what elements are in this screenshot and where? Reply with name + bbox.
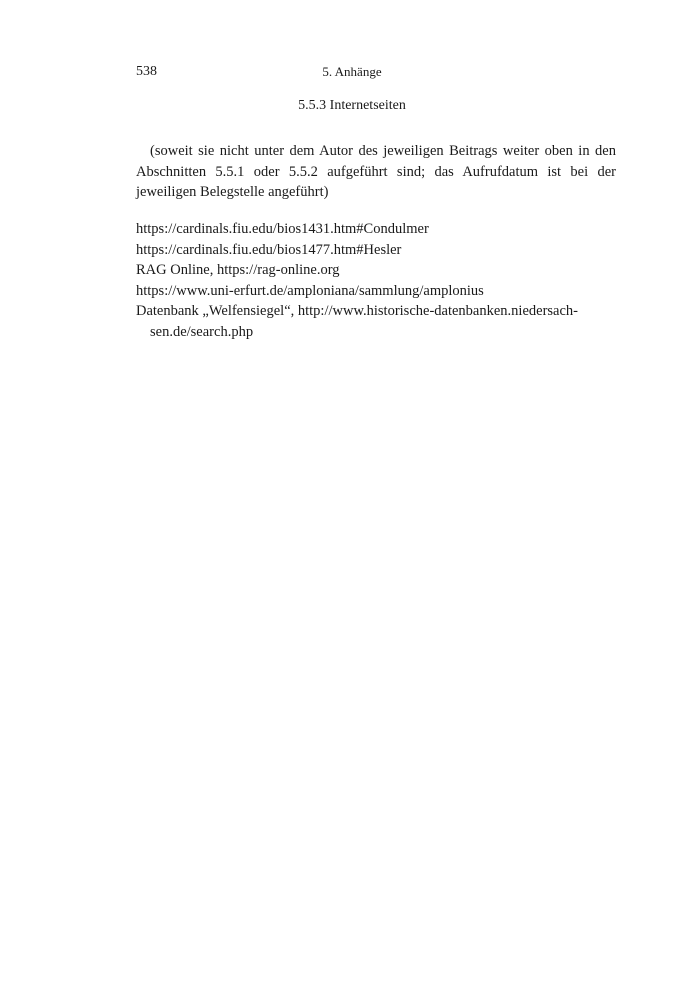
section-title: 5.5.3 Internetseiten xyxy=(298,98,406,113)
page-number: 538 xyxy=(136,64,157,79)
website-entry: RAG Online, https://rag-online.org xyxy=(136,262,340,278)
website-entry: https://cardinals.fiu.edu/bios1431.htm#Condulmer xyxy=(136,221,429,237)
page-header xyxy=(136,62,568,82)
running-head: 5. Anhänge xyxy=(322,64,382,79)
website-entry: https://www.uni-erfurt.de/amploniana/sammlung/amplonius xyxy=(136,282,484,299)
website-list xyxy=(136,219,616,342)
section-intro: (soweit sie nicht unter dem Autor des jeweiligen Beitrags weiter oben in den Abschnitten 5.5.1 oder 5.5.2 aufgeführt sind; das Aufrufdatum ist bei der jeweiligen Belegstelle angeführt) xyxy=(136,143,616,200)
website-entry: Datenbank „Welfensiegel“, http://www.historische-datenbanken.niedersach- sen.de/search.php xyxy=(136,303,578,340)
website-entry: https://cardinals.fiu.edu/bios1477.htm#Hesler xyxy=(136,241,402,258)
